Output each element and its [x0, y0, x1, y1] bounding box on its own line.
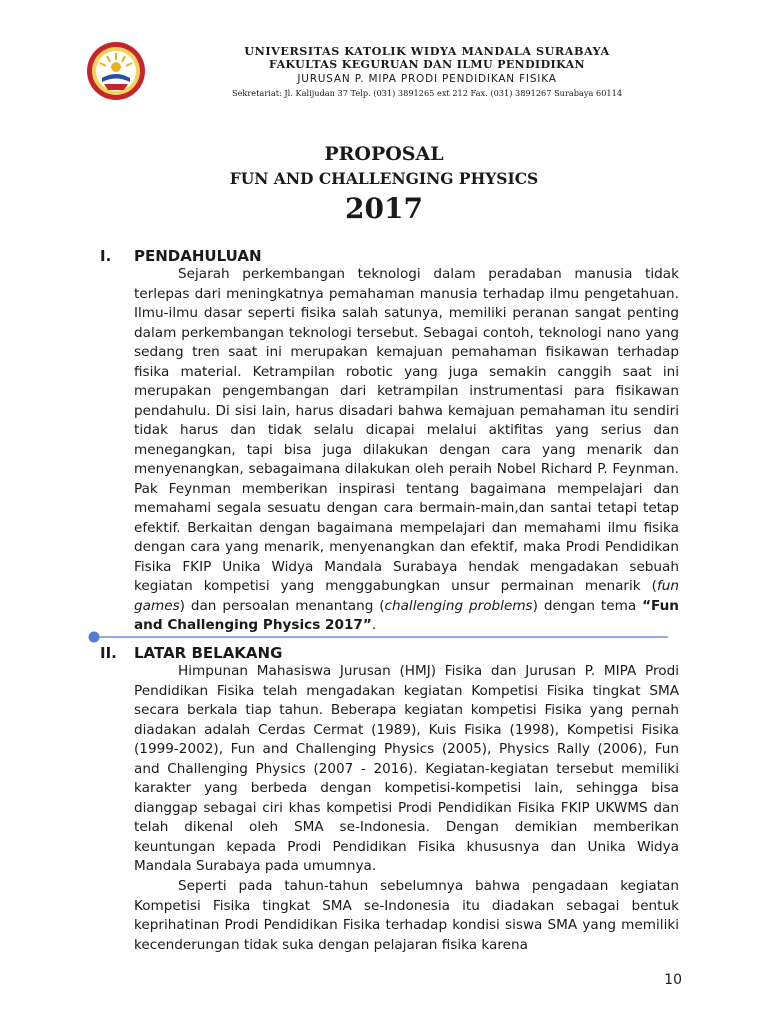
event-theme: “Fun and Challenging Physics 2017”	[134, 597, 679, 633]
faculty-name: FAKULTAS KEGURUAN DAN ILMU PENDIDIKAN	[269, 58, 585, 71]
document-title	[0, 142, 768, 226]
section-number: II.	[100, 644, 117, 662]
section-heading-latar-belakang	[100, 643, 282, 663]
paragraph-pendahuluan	[134, 265, 679, 636]
italic-term: challenging problems	[384, 597, 533, 614]
paragraph-text: ) dan persoalan menantang (	[179, 597, 385, 614]
paragraph-text: ) dengan tema	[532, 597, 643, 614]
section-title: LATAR BELAKANG	[134, 644, 283, 662]
paragraph-latar-belakang-1: Himpunan Mahasiswa Jurusan (HMJ) Fisika dan Jurusan P. MIPA Prodi Pendidikan Fisika telah mengadakan kegiatan Kompetisi Fisika tingkat SMA secara berkala tiap tahun. Beberapa kegiatan kompetisi Fisika yang pernah diadakan adalah Cerdas Cermat (1989), Kuis Fisika (1998), Kompetisi Fisika (1999-2002), Fun and Challenging Physics (2005), Physics Rally (2006), Fun and Challenging Physics (2007 - 2016). Kegiatan-kegiatan tersebut memiliki karakter yang berbeda dengan kompetisi-kompetisi lain, sehingga bisa dianggap sebagai ciri khas kompetisi Prodi Pendidikan Fisika FKIP UKWMS dan telah dikenal oleh SMA se-Indonesia. Dengan demikian memberikan keuntungan kepada Prodi Pendidikan Fisika khususnya dan Unika Widya Mandala Surabaya pada umumnya.	[134, 663, 679, 874]
paragraph-latar-belakang-2: Seperti pada tahun-tahun sebelumnya bahwa pengadaan kegiatan Kompetisi Fisika tingkat SMA se-Indonesia itu diadakan sebagai bentuk keprihatinan Prodi Pendidikan Fisika terhadap kondisi siswa SMA yang memiliki kecenderungan tidak suka dengan pelajaran fisika karena	[134, 878, 679, 953]
university-seal-icon	[86, 40, 146, 102]
section-heading-pendahuluan	[100, 246, 262, 266]
section-number: I.	[100, 247, 112, 265]
title-proposal: PROPOSAL	[324, 143, 444, 165]
page-number: 10	[664, 972, 682, 988]
section-title: PENDAHULUAN	[134, 247, 262, 265]
section-divider	[88, 630, 668, 644]
university-name: UNIVERSITAS KATOLIK WIDYA MANDALA SURABAYA	[244, 44, 610, 58]
italic-term: fun games	[134, 578, 679, 614]
title-year: 2017	[345, 192, 423, 225]
paragraph-text: .	[371, 617, 377, 633]
secretariat-address: Sekretariat: Jl. Kalijudan 37 Telp. (031) 3891265 ext 212 Fax. (031) 3891267 Surabaya 60114	[231, 88, 623, 98]
letterhead	[86, 40, 696, 106]
letterhead-text	[158, 44, 696, 100]
paragraph-text: Sejarah perkembangan teknologi dalam peradaban manusia tidak terlepas dari meningkatnya pemahaman manusia terhadap ilmu pengetahuan. Ilmu-ilmu dasar seperti fisika salah satunya, memiliki peranan sangat penting dalam perkembangan teknologi tersebut. Sebagai contoh, teknologi nano yang sedang tren saat ini merupakan kemajuan pemahaman fisikawan terhadap fisika material. Ketrampilan robotic yang juga semakin canggih saat ini merupakan pengembangan dari ketrampilan instrumentasi para fisikawan pendahulu. Di sisi lain, harus disadari bahwa kemajuan pemahaman itu sendiri tidak harus dan tidak selalu dicapai melalui aktifitas yang serius dan menegangkan, tapi bisa juga dilakukan dengan cara yang menarik dan menyenangkan, sebagaimana dilakukan oleh peraih Nobel Richard P. Feynman. Pak Feynman memberikan inspirasi tentang bagaimana mempelajari dan memahami segala sesuatu dengan cara bermain-main,dan santai tetapi tetap efektif. Berkaitan dengan bagaimana mempelajari dan memahami ilmu fisika dengan cara yang menarik, menyenangkan dan efektif, maka Prodi Pendidikan Fisika FKIP Unika Widya Mandala Surabaya hendak mengadakan sebuah kegiatan kompetisi yang menggabungkan unsur permainan menarik (	[134, 266, 679, 594]
department-name: JURUSAN P. MIPA PRODI PENDIDIKAN FISIKA	[297, 73, 557, 85]
title-event-name: FUN AND CHALLENGING PHYSICS	[229, 169, 539, 188]
